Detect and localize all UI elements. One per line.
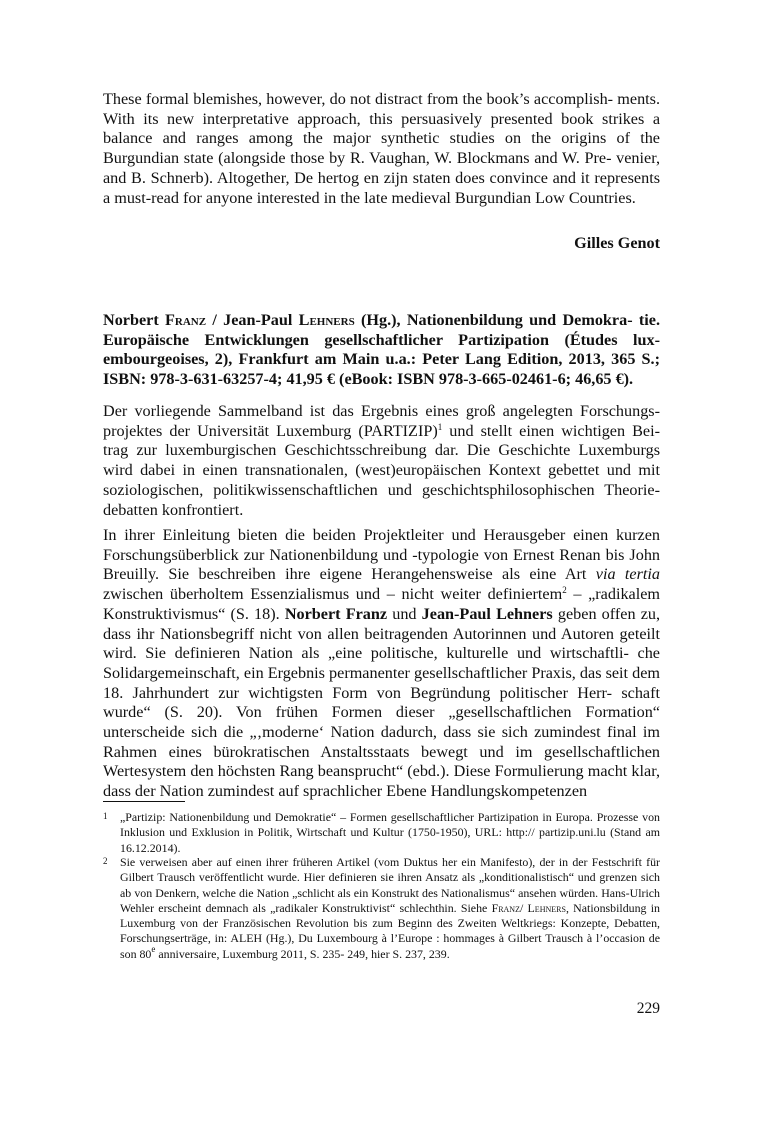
text-line: debatten konfrontiert. (103, 500, 244, 519)
text-line: seit dem 18. Jahrhundert zur wichtigsten Form von Begründung politischer Herr- (103, 663, 660, 702)
text-line: strikes a balance and ranges among the major synthetic studies on the origins of (103, 109, 660, 148)
text-line: soziologischen, politikwissenschaftlichen und geschichtsphilosophischen Theorie- (103, 480, 660, 499)
ref-text: (Hg.), Nationenbildung und Demokra- (354, 311, 633, 329)
text-line: Der vorliegende Sammelband ist das Ergebnis eines groß angelegten Forschungs- (103, 402, 660, 420)
reviewer-signature: Gilles Genot (574, 234, 660, 252)
text-line: zu, dass ihr Nationsbegriff nicht von allen beitragenden Autorinnen und Autoren (103, 604, 661, 643)
text-line: represents a must-read for anyone interested in the late medieval Burgundian Low (103, 168, 660, 207)
text-line: klar, dass der Nation zumindest auf sprachlicher Ebene Handlungskompetenzen (103, 762, 660, 801)
footnote-line: des Zweiten Weltkriegs: Konzepte, Debatten, Forschungserträge, in: ALEH (Hg.), Du Luxembourg à (120, 916, 660, 946)
footnote-2 (103, 855, 660, 962)
ref-text: Norbert (103, 311, 166, 329)
text-line: geben offen (552, 604, 636, 623)
footnote-divider (103, 801, 185, 802)
italic-term: via tertia (595, 565, 660, 584)
footnote-line: grenzen sich ab von Denkern, welche die Nation „schlicht als ein Konstrukt des Nationalismus“ ansehen (120, 870, 660, 900)
text-line: und (387, 604, 422, 623)
text-line: Countries. (568, 188, 636, 207)
footnote-1 (103, 810, 660, 856)
footnote-ref-1[interactable]: 1 (437, 421, 443, 432)
footnote-number: 1 (103, 811, 108, 821)
footnote-line: für Gilbert Trausch veröffentlicht wurde. Hier definieren sie ihren Ansatz als „konditionalistisch“ und (120, 855, 660, 885)
footnote-text (120, 810, 660, 856)
page-number: 229 (636, 1000, 660, 1017)
ref-text: tie. Europäische Entwicklungen gesellschaftlicher Partizipation (Études lux- (103, 311, 660, 349)
text-line: ments. With its new interpretative approach, this persuasively presented book (103, 90, 661, 128)
text-line: schaft wurde“ (S. 20). Von frühen Formen dieser „gesellschaftlichen Formation“ (103, 683, 660, 722)
author-name: Norbert Franz (284, 604, 388, 623)
footnote-line: l’Europe : hommages à Gilbert Trausch à l’occasion de son 80 (120, 931, 660, 961)
ref-text: / Jean-Paul (206, 311, 299, 329)
footnote-line: , Nationsbildung in Luxemburg von der Französischen Revolution bis zum Beginn (120, 900, 661, 931)
text-line: Konstruktivismus“ (S. 18). (103, 604, 285, 623)
text-line: geteilt wird. Sie definieren Nation als „eine politische, kulturelle und wirtschaftli- (103, 624, 660, 663)
text-line: venier, and B. Schnerb). Altogether, De hertog en zijn staten does convince and it (103, 149, 660, 187)
text-line: unterscheide sich die „‚moderne‘ Nation dadurch, dass sie sich zumindest final (103, 723, 637, 742)
book-reference-heading (103, 311, 660, 390)
footnote-line: „Partizip: Nationenbildung und Demokratie“ – Formen gesellschaftlicher Partizipation in Europa. (120, 810, 593, 824)
text-line: Forschungsüberblick zur Nationenbildung und -typologie von Ernest Renan bis (103, 545, 625, 564)
text-line: Wertesystem den höchsten Rang beansprucht“ (ebd.). Diese Formulierung macht (103, 762, 628, 781)
superscript: e (151, 943, 156, 954)
text-line: the Burgundian state (alongside those by R. Vaughan, W. Blockmans and W. Pre- (103, 129, 660, 168)
footnote-ref-2[interactable]: 2 (562, 585, 567, 596)
text-line: wird dabei in einen transnationalen, (west)europäischen Kontext gebettet und mit (103, 461, 660, 480)
text-line: che Solidargemeinschaft, ein Ergebnis permanenter gesellschaftlicher Praxis, das (103, 644, 660, 682)
review-closing-paragraph (103, 90, 660, 208)
footnote-line: partizip.uni.lu (Stand am 16.12.2014). (120, 825, 660, 855)
author-surname: Lehners (527, 900, 566, 915)
footnote-text (120, 855, 660, 962)
text-line: John Breuilly. Sie beschreiben ihre eigene Herangehensweise als eine Art (103, 545, 661, 584)
text-line: im Rahmen eines bürokratischen Anstaltsstaats bewegt und im gesellschaftlichen (103, 723, 661, 761)
review-paragraph-1 (103, 402, 660, 520)
ref-text: embourgeoises, 2), Frankfurt am Main u.a.: Peter Lang Edition, 2013, 365 S.; (103, 350, 660, 369)
text-line: These formal blemishes, however, do not distract from the book’s accomplish- (103, 90, 614, 108)
editor-surname: Franz (165, 311, 207, 329)
author-surname: Franz (491, 900, 520, 915)
footnote-line: anniversaire, Luxemburg 2011, S. 235- (155, 946, 345, 961)
footnote-line: Prozesse von Inklusion und Exklusion in Politik, Wirtschaft und Kultur (1750-1950), URL: http:// (120, 810, 660, 840)
ref-text: ISBN: 978-3-631-63257-4; 41,95 € (eBook: ISBN 978-3-665-02461-6; 46,65 €). (103, 370, 634, 389)
footnote-line: / (519, 900, 528, 915)
footnote-line: würden. Hans-Ulrich Wehler erscheint demnach als „radikaler Konstruktivist“ schlechthin. Siehe (120, 885, 660, 915)
text-line: projektes der Universität Luxemburg (PARTIZIP) (103, 421, 438, 440)
author-name: Jean-Paul Lehners (421, 604, 553, 623)
text-line: und stellt einen wichtigen Bei- (442, 421, 660, 440)
text-line: trag zur luxemburgischen Geschichtsschreibung dar. Die Geschichte Luxemburgs (103, 441, 660, 460)
text-line: zwischen überholtem Essenzialismus und – nicht weiter definiertem (103, 585, 563, 604)
footnote-number: 2 (103, 856, 108, 866)
text-line: In ihrer Einleitung bieten die beiden Projektleiter und Herausgeber einen kurzen (103, 526, 660, 544)
footnote-line: 249, hier S. 237, 239. (347, 946, 450, 961)
editor-surname: Lehners (298, 311, 355, 329)
footnote-line: Sie verweisen aber auf einen ihrer früheren Artikel (vom Duktus her ein Manifesto), der in der Festschrift (120, 855, 642, 869)
review-paragraph-2 (103, 526, 660, 802)
text-line: – „radikalem (566, 585, 660, 604)
